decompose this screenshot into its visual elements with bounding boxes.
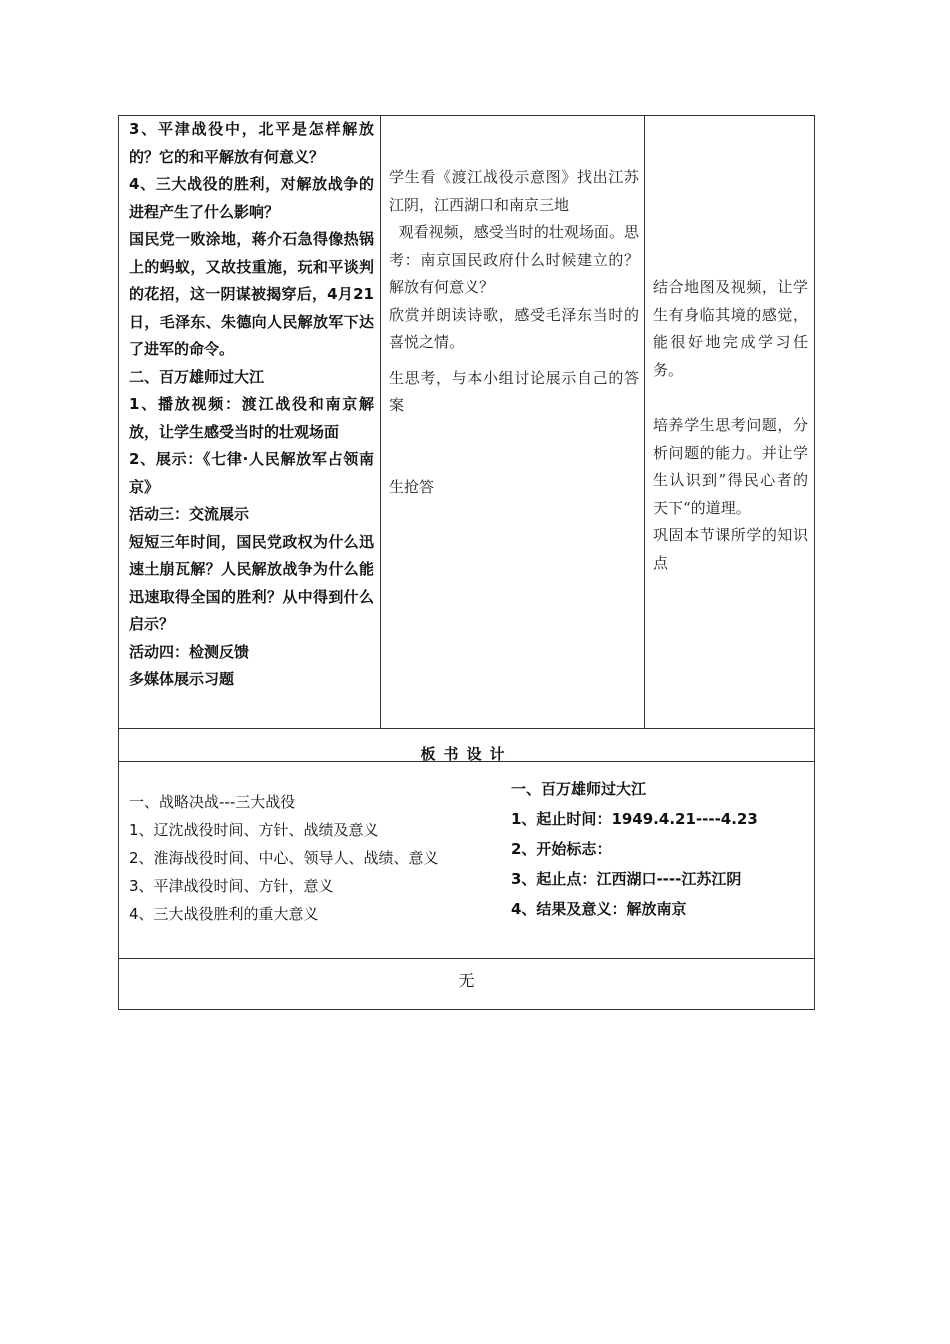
outline-item: 4、结果及意义：解放南京	[511, 900, 687, 918]
board-left-outline	[129, 788, 499, 928]
outline-item: 3、平津战役时间、方针，意义	[129, 877, 334, 895]
board-design-title: 板书设计	[420, 745, 513, 763]
activity-step: 多媒体展示习题	[129, 670, 235, 688]
design-intent-column	[653, 274, 808, 577]
lesson-table	[118, 115, 815, 1010]
design-intent: 培养学生思考问题，分析问题的能力。并让学生认识到”得民心者的天下“的道理。	[653, 416, 808, 517]
student-activity-column	[389, 164, 639, 501]
board-right-outline	[511, 774, 806, 918]
student-activity: 学生看《渡江战役示意图》找出江苏江阴，江西湖口和南京三地	[389, 168, 639, 214]
outline-item: 一、百万雄师过大江	[511, 780, 647, 798]
student-activity: 欣赏并朗读诗歌，感受毛泽东当时的喜悦之情。	[389, 305, 639, 351]
activity-step: 1、播放视频：渡江战役和南京解放，让学生感受当时的壮观场面	[129, 395, 374, 441]
question-text: 4、三大战役的胜利，对解放战争的进程产生了什么影响？	[129, 175, 374, 221]
outline-item: 1、辽沈战役时间、方针、战绩及意义	[129, 821, 379, 839]
narrative-text: 国民党一败涂地，蒋介石急得像热锅上的蚂蚁，又故技重施，玩和平谈判的花招，这一阴谋被揭穿后，4月21日，毛泽东、朱德向人民解放军下达了进军的命令。	[129, 230, 374, 358]
outline-item: 一、战略决战---三大战役	[129, 793, 296, 811]
activity-heading: 活动四：检测反馈	[129, 642, 250, 661]
row-divider	[119, 728, 814, 729]
outline-item: 2、淮海战役时间、中心、领导人、战绩、意义	[129, 849, 439, 867]
outline-item: 4、三大战役胜利的重大意义	[129, 905, 319, 923]
student-activity: 观看视频，感受当时的壮观场面。思考：南京国民政府什么时候建立的？解放有何意义？	[389, 223, 639, 296]
column-divider	[644, 116, 645, 728]
student-activity: 生思考，与本小组讨论展示自己的答案	[389, 368, 639, 414]
discussion-question: 短短三年时间，国民党政权为什么迅速土崩瓦解？人民解放战争为什么能迅速取得全国的胜利？从中得到什么启示？	[129, 532, 374, 633]
activity-step: 2、展示：《七律·人民解放军占领南京》	[129, 450, 374, 496]
design-intent: 巩固本节课所学的知识点	[653, 526, 808, 572]
outline-item: 3、起止点：江西湖口----江苏江阴	[511, 870, 742, 888]
teacher-activity-column	[129, 116, 374, 694]
design-intent: 结合地图及视频，让学生有身临其境的感觉，能很好地完成学习任务。	[653, 278, 808, 379]
section-heading: 二、百万雄师过大江	[129, 367, 265, 386]
row-divider	[119, 958, 814, 959]
outline-item: 2、开始标志：	[511, 840, 612, 858]
reflection-cell: 无	[458, 971, 475, 990]
column-divider	[380, 116, 381, 728]
outline-item: 1、起止时间：1949.4.21----4.23	[511, 810, 758, 828]
question-text: 3、平津战役中，北平是怎样解放的？它的和平解放有何意义？	[129, 120, 374, 166]
activity-heading: 活动三：交流展示	[129, 505, 250, 523]
student-activity: 生抢答	[389, 477, 435, 496]
